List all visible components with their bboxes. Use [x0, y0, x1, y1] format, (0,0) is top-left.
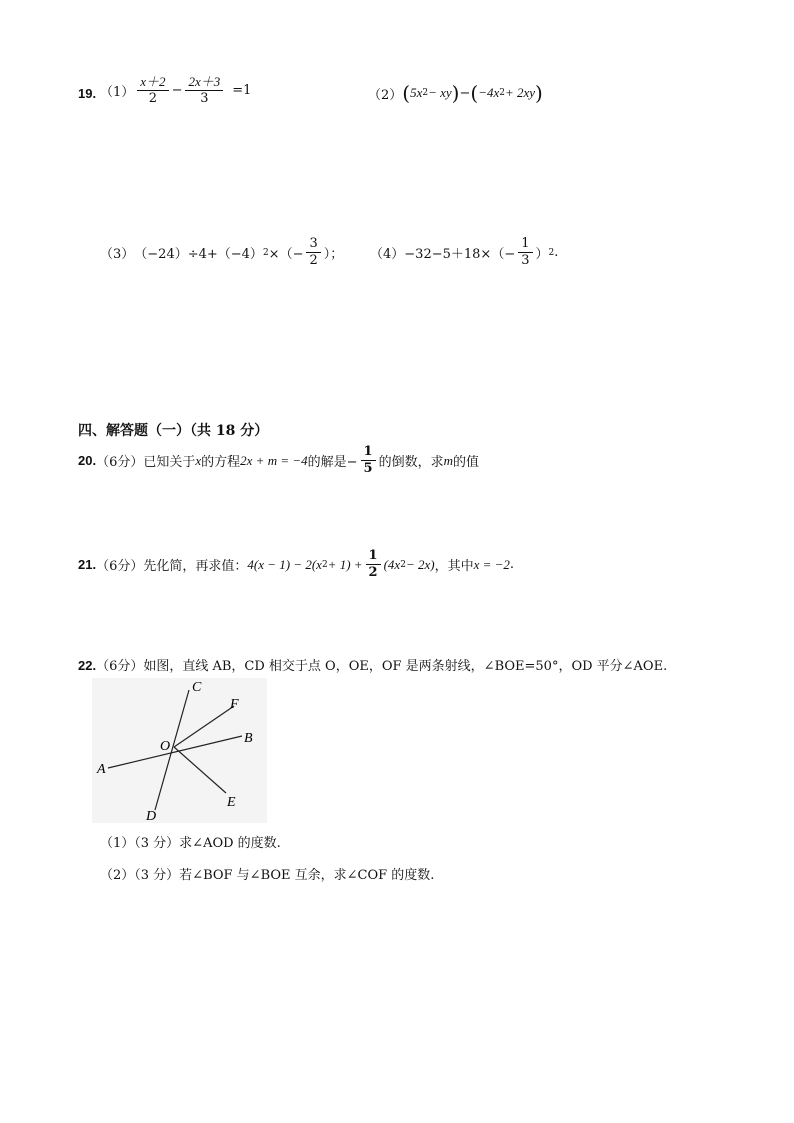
q19-p2-rparen-1: ) — [451, 81, 460, 105]
q22-sub1: （1）（3 分）求∠AOD 的度数. — [100, 836, 281, 851]
label-e: E — [227, 795, 236, 810]
q19-p4-text-a: −32−5＋18×（− — [404, 247, 516, 262]
ray-oe — [174, 747, 226, 793]
q19-p2-rparen-2: ) — [535, 81, 543, 105]
label-a: A — [97, 762, 106, 777]
q20-var-x: x — [195, 452, 202, 468]
q20-frac — [361, 444, 376, 477]
q19-p1-label: （1） — [100, 85, 135, 100]
q19-p2-lparen-1: ( — [402, 81, 411, 105]
q22-geometry-diagram — [92, 678, 267, 823]
q19-p2-expr-d: + 2xy — [504, 85, 536, 100]
q21-cond: x = −2 — [473, 556, 510, 572]
q19-p1-frac2-num: 2x＋3 — [185, 74, 223, 91]
q21-sup-c: 2 — [400, 559, 406, 570]
q20-equation: 2x + m = −4 — [240, 452, 308, 468]
q21-text-a: （6分）先化简，再求值： — [96, 559, 248, 574]
q19-p3-text-b: ×（− — [268, 247, 304, 262]
q19-part3 — [100, 236, 343, 269]
q20-var-m: m — [443, 452, 453, 468]
q19-p2-expr-c-sup: 2 — [499, 88, 505, 98]
q19-part2 — [368, 81, 543, 105]
q19-p4-sup: 2 — [548, 247, 555, 258]
q19-p1-minus: − — [171, 83, 183, 98]
q21-expr-a: 4(x − 1) − 2(x — [247, 556, 322, 572]
q21-expr-d: − 2x) — [405, 556, 435, 572]
q19-p4-text-b: ） — [535, 247, 549, 262]
label-c: C — [192, 680, 202, 695]
q22-sub2: （2）（3 分）若∠BOF 与∠BOE 互余，求∠COF 的度数. — [100, 868, 435, 883]
q21-sup-a: 2 — [321, 559, 328, 570]
label-f: F — [230, 697, 239, 712]
q19-p4-frac-den: 3 — [521, 253, 530, 268]
label-o: O — [160, 739, 171, 754]
q21-frac-num: 1 — [366, 548, 381, 565]
q21-text-c: . — [509, 557, 515, 572]
q21-frac — [366, 548, 381, 581]
q19-p1-frac2-den: 3 — [200, 91, 209, 106]
q21-line — [78, 548, 514, 581]
q19-part4 — [370, 236, 558, 269]
q19-p4-frac-num: 1 — [518, 236, 532, 253]
q20-line — [78, 444, 479, 477]
q21-number: 21. — [78, 557, 97, 572]
q21-expr-b: + 1) + — [327, 556, 363, 572]
q19-p1-frac1-num: x＋2 — [137, 74, 168, 91]
q19-p1-rhs: =1 — [232, 83, 252, 98]
q20-number: 20. — [78, 453, 97, 468]
q19-p2-expr-a: 5x — [410, 85, 423, 100]
q19-p3-text-a: （−24）÷4+（−4） — [134, 247, 263, 262]
q19-p2-expr-b: − xy — [428, 85, 452, 100]
q20-text-c: 的解是− — [307, 455, 358, 470]
q19-p2-lparen-2: ( — [470, 81, 479, 105]
q19-p3-frac-num: 3 — [306, 236, 320, 253]
q19-p4-text-c: . — [554, 245, 559, 260]
q20-frac-den: 5 — [363, 461, 373, 476]
q19-p1-frac1-den: 2 — [148, 91, 158, 106]
q19-p3-label: （3） — [100, 247, 135, 262]
q21-text-b: ，其中 — [434, 559, 474, 574]
q22-figure — [92, 678, 267, 823]
q20-frac-num: 1 — [361, 444, 376, 461]
q19-p3-text-c: ）； — [323, 247, 344, 262]
q20-text-b: 的方程 — [201, 455, 241, 470]
q22-text: （6分）如图，直线 AB，CD 相交于点 O，OE，OF 是两条射线，∠BOE=50°，OD 平分∠AOE. — [96, 659, 668, 674]
q19-part1 — [100, 74, 251, 107]
label-d: D — [146, 809, 157, 823]
q19-p4-label: （4） — [370, 247, 405, 262]
q19-p2-expr-a-sup: 2 — [422, 88, 429, 98]
q19-p4-frac — [518, 236, 532, 269]
q20-text-d: 的倒数，求 — [378, 455, 444, 470]
q21-frac-den: 2 — [368, 565, 378, 580]
q19-p1-frac1 — [137, 74, 168, 107]
q21-expr-c: (4x — [383, 556, 401, 572]
q19-p2-expr-c: −4x — [478, 85, 500, 100]
q19-p3-sup: 2 — [262, 247, 269, 258]
q19-p3-frac-den: 2 — [309, 253, 318, 268]
q19-p3-frac — [306, 236, 320, 269]
q19-p2-label: （2） — [368, 87, 403, 103]
label-b: B — [244, 731, 253, 746]
q20-text-e: 的值 — [453, 455, 480, 470]
q22-number: 22. — [78, 658, 97, 673]
q19-p2-mid: − — [459, 85, 471, 101]
q19-p1-frac2 — [185, 74, 223, 107]
q20-text-a: （6分）已知关于 — [96, 455, 196, 470]
q19-number: 19. — [78, 86, 97, 101]
section4-title: 四、解答题（一）（共 18 分） — [78, 423, 269, 439]
q22-line — [78, 655, 667, 674]
